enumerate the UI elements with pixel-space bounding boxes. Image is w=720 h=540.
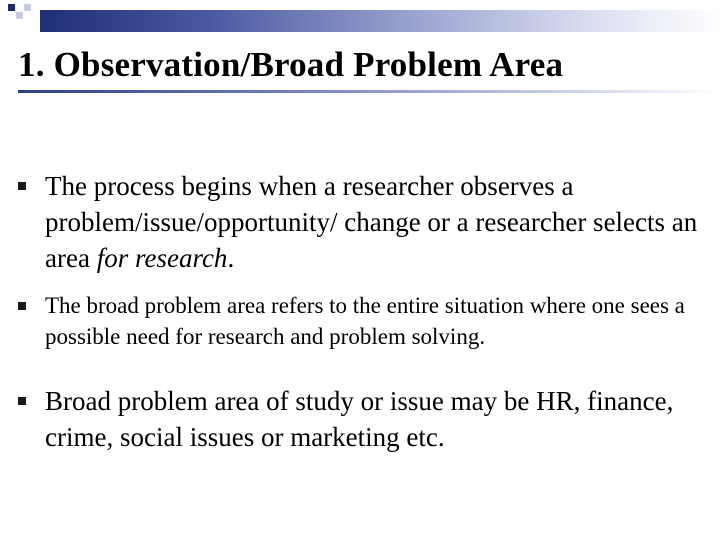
bullet-text: The broad problem area refers to the entire situation where one sees a possible need for research and problem solving.: [45, 293, 685, 349]
bullet-item: [18, 383, 718, 455]
header-gradient-bar: [40, 10, 720, 32]
bullet-text: Broad problem area of study or issue may be HR, finance, crime, social issues or marketing etc.: [45, 386, 674, 452]
square-bullet-icon: [18, 182, 26, 190]
decorative-square: [16, 4, 23, 11]
bullet-text: The process begins when a researcher observes a problem/issue/opportunity/ change or a researcher selects an area: [45, 171, 698, 273]
decorative-square: [24, 4, 31, 11]
bullet-text-tail: .: [227, 243, 235, 273]
decorative-square: [8, 12, 15, 19]
slide-title: 1. Observation/Broad Problem Area: [18, 45, 564, 84]
decorative-square: [24, 12, 31, 19]
square-bullet-icon: [18, 397, 26, 405]
bullet-list: [18, 168, 718, 455]
decorative-square: [32, 4, 39, 11]
decorative-square: [16, 12, 23, 19]
bullet-item: [18, 290, 718, 352]
decorative-square: [8, 4, 15, 11]
square-bullet-icon: [18, 302, 26, 310]
decorative-square: [16, 20, 23, 27]
bullet-text-italic: for research: [96, 243, 228, 273]
title-underline: [18, 90, 720, 93]
bullet-item: [18, 168, 718, 276]
